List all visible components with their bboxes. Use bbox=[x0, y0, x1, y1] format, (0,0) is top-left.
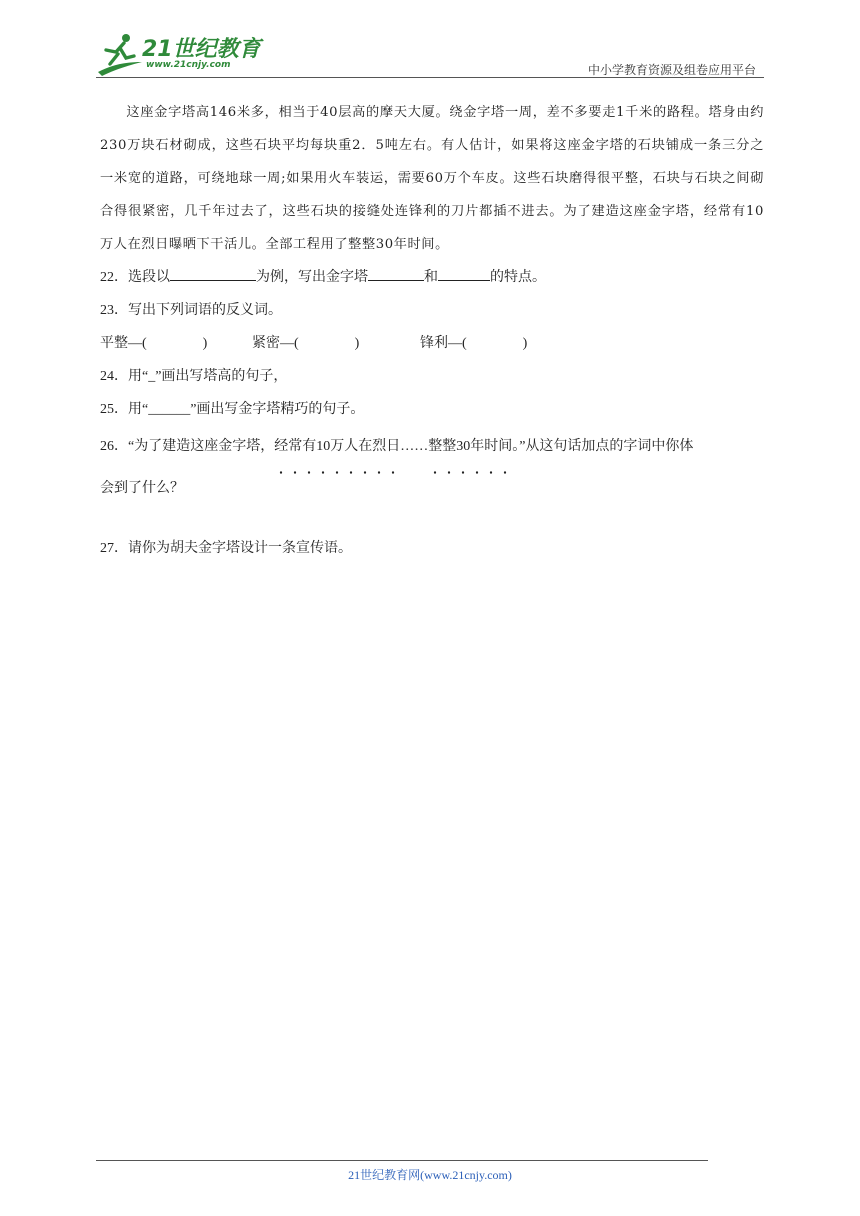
q26-ellipsis: …… bbox=[400, 439, 429, 454]
q22-blank-2[interactable] bbox=[368, 266, 424, 281]
question-23: 23．写出下列词语的反义词。 bbox=[100, 303, 282, 318]
q22-blank-3[interactable] bbox=[438, 266, 490, 281]
q22-text-a: 22．选段以 bbox=[100, 270, 170, 285]
logo-url: www.21cnjy.com bbox=[146, 60, 231, 70]
antonym-fengli[interactable]: 锋利—( ) bbox=[420, 336, 528, 351]
logo bbox=[96, 30, 266, 78]
q26-text-e: 。”从这句话加点的字词中你体 bbox=[512, 439, 694, 454]
logo-text: 21世纪教育 bbox=[142, 37, 261, 62]
antonym-row bbox=[100, 327, 764, 360]
document-body bbox=[100, 96, 764, 565]
q26-text-a: 26．“为了建造这座金字塔， bbox=[100, 439, 275, 454]
q26-text-f: 会到了什么？ bbox=[100, 481, 184, 496]
question-25: 25．用“______”画出写金字塔精巧的句子。 bbox=[100, 402, 365, 417]
header-divider bbox=[96, 77, 764, 78]
page-header bbox=[0, 0, 860, 80]
q22-text-d: 的特点。 bbox=[490, 270, 546, 285]
q22-blank-1[interactable] bbox=[170, 266, 256, 281]
answer-space-26[interactable] bbox=[100, 510, 764, 532]
q26-dotted-2: 整整30年时间 bbox=[428, 426, 512, 468]
reading-passage: 这座金字塔高146米多，相当于40层高的摩天大厦。绕金字塔一周，差不多要走1千米的路程。塔身由约230万块石材砌成，这些石块平均每块重2．5吨左右。有人估计，如果将这座金字塔的石块铺成一条三分之一米宽的道路，可绕地球一周;如果用火车装运，需要60万个车皮。这些石块磨得很平整，石块与石块之间砌合得很紧密，几千年过去了，这些石块的接缝处连锋利的刀片都插不进去。为了建造这座金字塔，经常有10万人在烈日曝晒下干活儿。全部工程用了整整30年时间。 bbox=[100, 105, 764, 252]
antonym-jinmi[interactable]: 紧密—( ) bbox=[252, 336, 360, 351]
q22-text-c: 和 bbox=[424, 270, 438, 285]
question-24: 24．用“_”画出写塔高的句子， bbox=[100, 369, 288, 384]
question-27: 27．请你为胡夫金字塔设计一条宣传语。 bbox=[100, 541, 352, 556]
footer-divider bbox=[96, 1160, 708, 1161]
antonym-pingzheng[interactable]: 平整—( ) bbox=[100, 336, 208, 351]
runner-logo-icon bbox=[96, 32, 144, 76]
question-26 bbox=[100, 426, 764, 510]
q22-text-b: 为例，写出金字塔 bbox=[256, 270, 368, 285]
q26-dotted-1: 经常有10万人在烈日 bbox=[274, 426, 400, 468]
footer-link[interactable]: 21世纪教育网(www.21cnjy.com) bbox=[348, 1168, 512, 1182]
platform-name: 中小学教育资源及组卷应用平台 bbox=[587, 63, 756, 77]
question-22 bbox=[100, 261, 764, 294]
